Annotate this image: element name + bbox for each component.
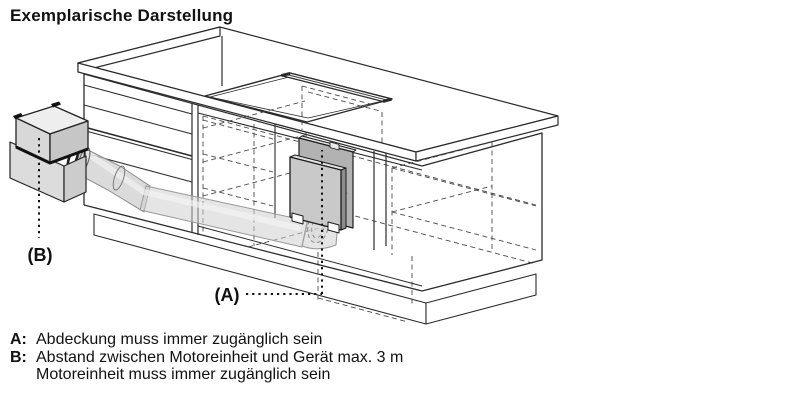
legend [10,331,403,384]
label-b: (B) [27,245,53,265]
legend-row-b [10,349,403,367]
legend-text-b1: Abstand zwischen Motoreinheit und Gerät max. 3 m [36,348,404,366]
legend-key-b: B: [10,348,27,366]
figure-title: Exemplarische Darstellung [10,6,234,25]
legend-key-a: A: [10,331,27,348]
legend-text-a: Abdeckung muss immer zugänglich sein [36,331,323,348]
motor-unit [10,102,88,203]
cover-front-plate-side [341,168,346,230]
legend-row-b2 [10,366,403,384]
legend-text-b2: Motoreinheit muss immer zugänglich sein [36,366,331,383]
label-a: (A) [214,285,240,305]
vent-strip-end-right [383,99,392,101]
legend-key-empty [10,366,36,384]
vent-strip-end-left [282,73,291,75]
legend-row-a [10,331,403,349]
